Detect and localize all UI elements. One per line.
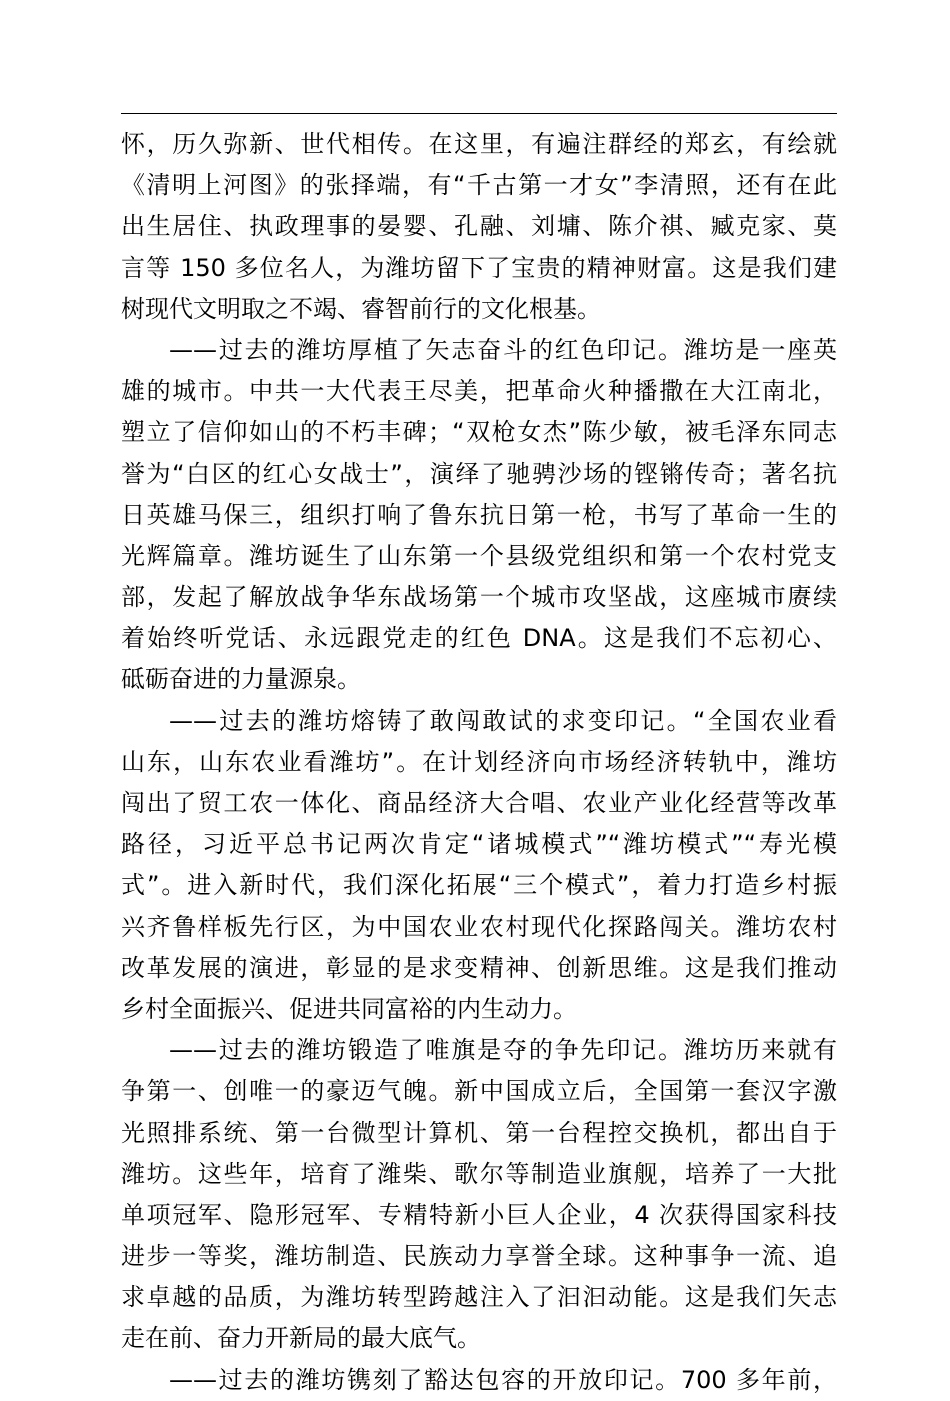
text-line: 怀，历久弥新、世代相传。在这里，有遍注群经的郑玄，有绘就 [121,130,837,158]
text-line: 誉为“白区的红心女战士”，演绎了驰骋沙场的铿锵传奇；著名抗 [121,459,837,488]
body-text [121,124,837,1401]
paragraph-start-line: ——过去的潍坊镌刻了豁达包容的开放印记。700 多年前， [169,1365,837,1394]
text-line: 单项冠军、隐形冠军、专精特新小巨人企业，4 次获得国家科技 [121,1200,837,1229]
text-line: 光照排系统、第一台微型计算机、第一台程控交换机，都出自于 [121,1118,837,1147]
text-line: 潍坊。这些年，培育了潍柴、歌尔等制造业旗舰，培养了一大批 [121,1159,837,1188]
text-line: 砥砺奋进的力量源泉。 [121,665,361,694]
text-line: 求卓越的品质，为潍坊转型跨越注入了汩汩动能。这是我们矢志 [121,1283,837,1312]
text-line: 闯出了贸工农一体化、商品经济大合唱、农业产业化经营等改革 [121,789,837,817]
text-line: 乡村全面振兴、促进共同富裕的内生动力。 [121,994,577,1023]
text-line: 塑立了信仰如山的不朽丰碑；“双枪女杰”陈少敏，被毛泽东同志 [121,418,837,447]
text-line: 式”。进入新时代，我们深化拓展“三个模式”，着力打造乡村振 [121,871,837,900]
text-line: 争第一、创唯一的豪迈气魄。新中国成立后，全国第一套汉字激 [121,1077,837,1106]
text-line: 进步一等奖，潍坊制造、民族动力享誉全球。这种事争一流、追 [121,1242,837,1271]
text-line: 山东，山东农业看潍坊”。在计划经济向市场经济转轨中，潍坊 [121,747,837,776]
text-line: 光辉篇章。潍坊诞生了山东第一个县级党组织和第一个农村党支 [121,541,837,570]
paragraph-start-line: ——过去的潍坊厚植了矢志奋斗的红色印记。潍坊是一座英 [169,335,837,364]
text-line: 走在前、奋力开新局的最大底气。 [121,1324,481,1353]
text-line: 出生居住、执政理事的晏婴、孔融、刘墉、陈介祺、臧克家、莫 [121,212,837,241]
text-line: 树现代文明取之不竭、睿智前行的文化根基。 [121,294,601,323]
text-line: 着始终听党话、永远跟党走的红色 DNA。这是我们不忘初心、 [121,624,837,653]
text-line: 改革发展的演进，彰显的是求变精神、创新思维。这是我们推动 [121,953,837,982]
text-line: 雄的城市。中共一大代表王尽美，把革命火种播撒在大江南北， [121,377,837,406]
header-rule [121,113,837,114]
text-line: 《清明上河图》的张择端，有“千古第一才女”李清照，还有在此 [121,171,837,200]
paragraph-start-line: ——过去的潍坊熔铸了敢闯敢试的求变印记。“全国农业看 [169,706,837,735]
text-line: 路径，习近平总书记两次肯定“诸城模式”“潍坊模式”“寿光模 [121,830,837,859]
text-line: 部，发起了解放战争华东战场第一个城市攻坚战，这座城市赓续 [121,583,837,612]
text-line: 言等 150 多位名人，为潍坊留下了宝贵的精神财富。这是我们建 [121,253,837,282]
text-line: 日英雄马保三，组织打响了鲁东抗日第一枪，书写了革命一生的 [121,500,837,529]
text-line: 兴齐鲁样板先行区，为中国农业农村现代化探路闯关。潍坊农村 [121,912,837,941]
paragraph-start-line: ——过去的潍坊锻造了唯旗是夺的争先印记。潍坊历来就有 [169,1036,837,1065]
